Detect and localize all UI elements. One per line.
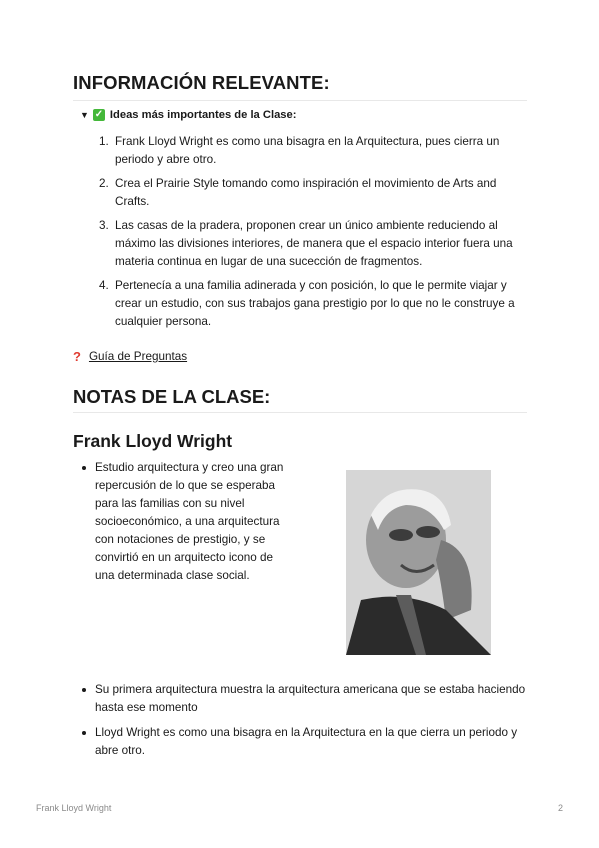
divider (73, 100, 527, 101)
question-icon: ? (73, 349, 81, 364)
guide-link-row (73, 349, 187, 364)
check-icon: ✓ (94, 109, 104, 120)
toggle-label: Ideas más importantes de la Clase: (109, 109, 297, 121)
footer-title: Frank Lloyd Wright (36, 803, 112, 813)
guide-link[interactable]: Guía de Preguntas (88, 350, 188, 363)
list-number: 1. (99, 135, 109, 148)
list-number: 4. (99, 279, 109, 292)
section-title-class-notes: NOTAS DE LA CLASE: (73, 386, 271, 407)
list-number: 2. (99, 177, 109, 190)
list-item: Su primera arquitectura muestra la arquitectura americana que se estaba haciendo hasta ese momento (80, 681, 530, 717)
list-item-text: Frank Lloyd Wright es como una bisagra en la Arquitectura, pues cierra un periodo y abre otro. (115, 135, 500, 166)
toggle-triangle-icon[interactable]: ▼ (80, 110, 89, 120)
list-item (99, 133, 529, 169)
list-item (99, 175, 529, 211)
ideas-list (99, 133, 529, 337)
subsection-title: Frank Lloyd Wright (73, 431, 233, 451)
portrait-photo (346, 470, 491, 655)
list-number: 3. (99, 219, 109, 232)
notes-list-top (80, 459, 285, 585)
list-item (99, 277, 529, 331)
list-item-text: Crea el Prairie Style tomando como inspiración el movimiento de Arts and Crafts. (115, 177, 497, 208)
divider (73, 412, 527, 413)
notes-list-bottom (80, 681, 530, 767)
list-item (99, 217, 529, 271)
list-item-text: Pertenecía a una familia adinerada y con posición, lo que le permite viajar y crear un estudio, con sus trabajos gana prestigio por lo que no le construye a cualquier persona. (115, 279, 515, 328)
section-title-relevant-info: INFORMACIÓN RELEVANTE: (73, 72, 330, 93)
list-item: Estudio arquitectura y creo una gran repercusión de lo que se esperaba para las familias con su nivel socioeconómico, a una arquitectura con notaciones de prestigio, y se convirtió en un arquitecto icono de una determinada clase social. (80, 459, 285, 585)
list-item: Lloyd Wright es como una bisagra en la Arquitectura en la que cierra un periodo y abre otro. (80, 724, 530, 760)
page-number: 2 (557, 803, 563, 813)
ideas-toggle[interactable] (80, 109, 296, 121)
list-item-text: Las casas de la pradera, proponen crear un único ambiente reduciendo al máximo las divisiones interiores, de manera que el espacio interior fuera una materia continua en lugar de una sucección de fragmentos. (115, 219, 513, 268)
